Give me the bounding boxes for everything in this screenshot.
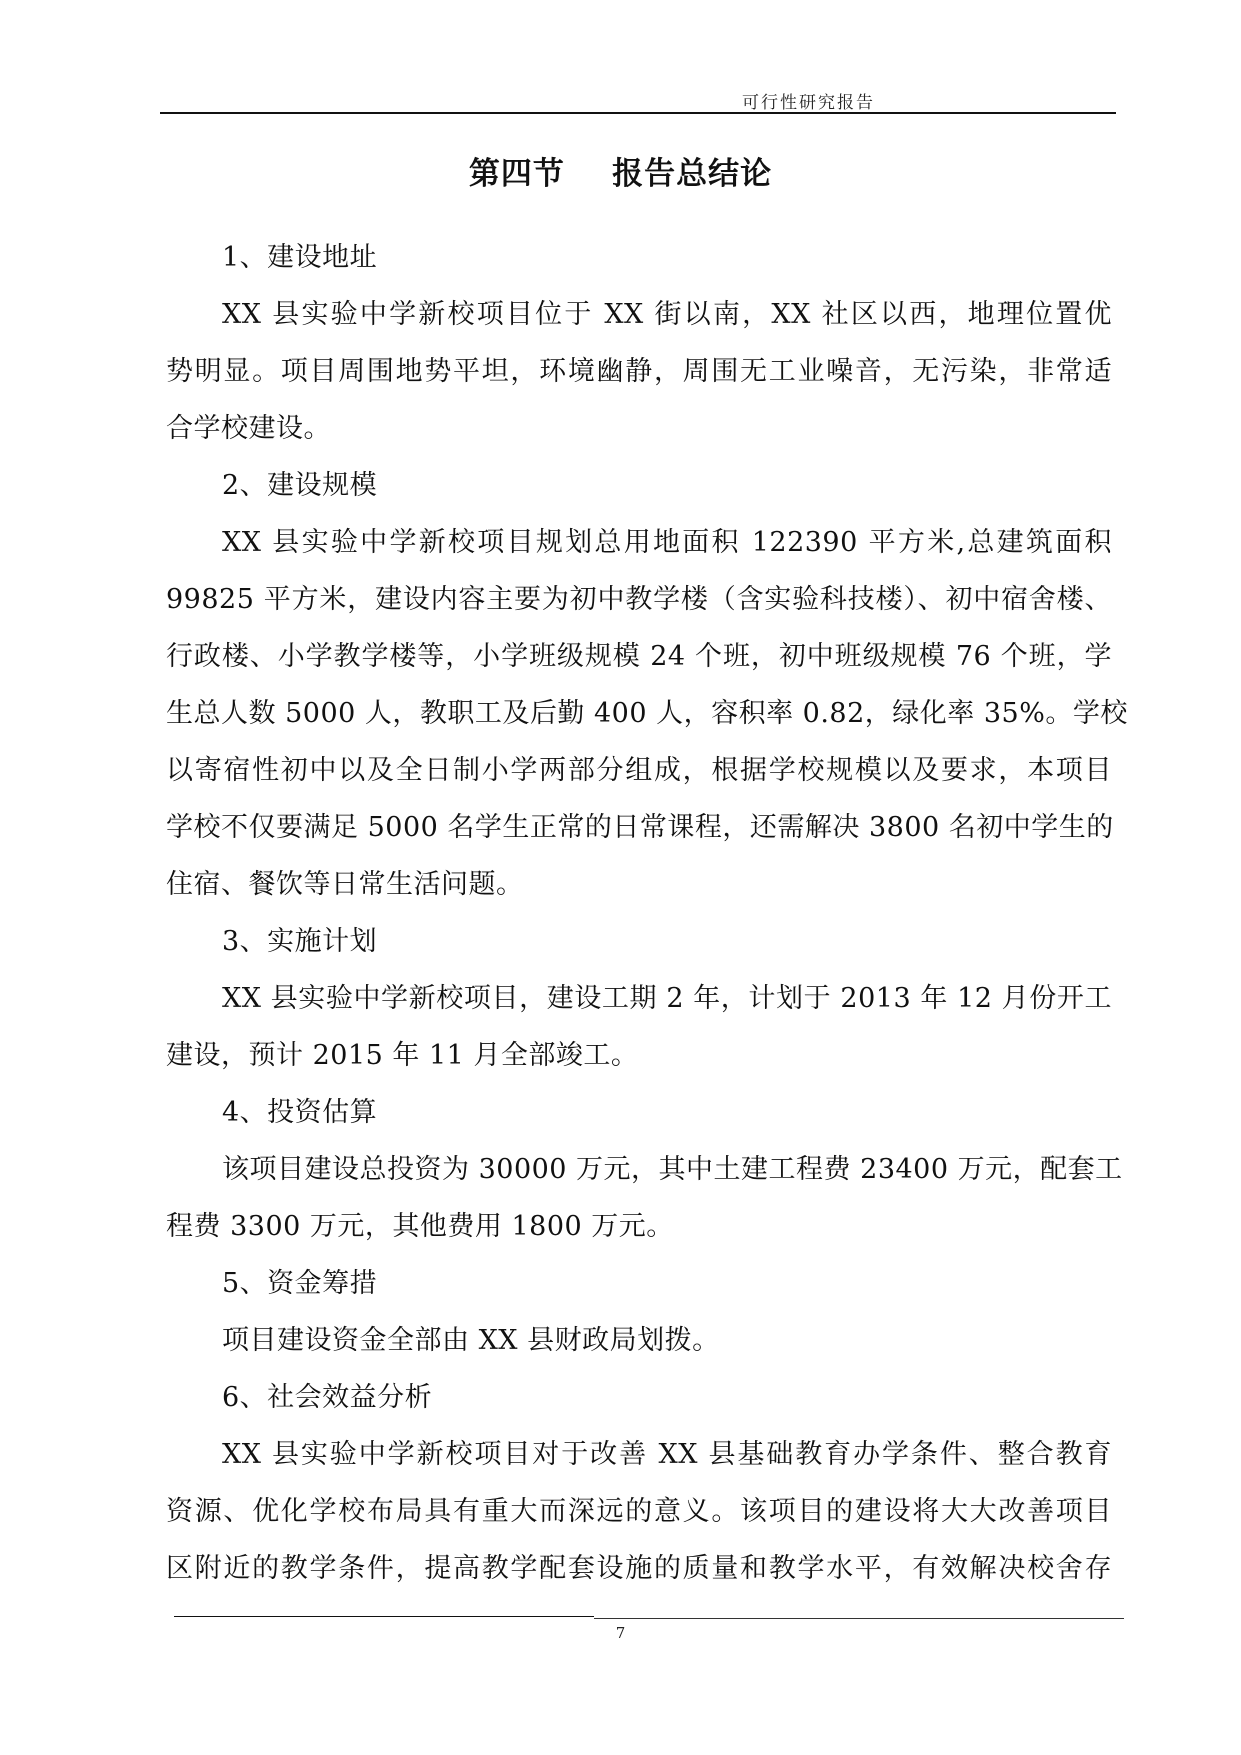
- document-body: [166, 229, 1128, 1597]
- section-heading: 4、投资估算: [222, 1097, 378, 1128]
- paragraph-line: 99825 平方米，建设内容主要为初中教学楼（含实验科技楼）、初中宿舍楼、: [166, 584, 1112, 615]
- section-heading: 3、实施计划: [222, 926, 378, 957]
- running-header: 可行性研究报告: [742, 93, 875, 113]
- paragraph-line: 区附近的教学条件，提高教学配套设施的质量和教学水平，有效解决校舍存: [166, 1553, 1112, 1584]
- section-heading: 2、建设规模: [222, 470, 378, 501]
- paragraph-line: 建设，预计 2015 年 11 月全部竣工。: [166, 1040, 639, 1071]
- paragraph-line: 合学校建设。: [166, 413, 331, 444]
- paragraph-line: 以寄宿性初中以及全日制小学两部分组成，根据学校规模以及要求，本项目: [166, 755, 1112, 786]
- paragraph-line: 住宿、餐饮等日常生活问题。: [166, 869, 524, 900]
- section-heading: 1、建设地址: [222, 242, 378, 273]
- section-heading: 5、资金筹措: [222, 1268, 378, 1299]
- paragraph-line: 势明显。项目周围地势平坦，环境幽静，周围无工业噪音，无污染，非常适: [166, 356, 1112, 387]
- paragraph-line: 项目建设资金全部由 XX 县财政局划拨。: [222, 1325, 720, 1356]
- paragraph-line: 生总人数 5000 人，教职工及后勤 400 人，容积率 0.82，绿化率 35%。学校: [166, 698, 1128, 729]
- paragraph-line: 程费 3300 万元，其他费用 1800 万元。: [166, 1211, 674, 1242]
- section-heading: 6、社会效益分析: [222, 1382, 433, 1413]
- paragraph-line: XX 县实验中学新校项目规划总用地面积 122390 平方米,总建筑面积: [222, 527, 1112, 558]
- paragraph-line: 资源、优化学校布局具有重大而深远的意义。该项目的建设将大大改善项目: [166, 1496, 1112, 1527]
- paragraph-line: XX 县实验中学新校项目位于 XX 街以南，XX 社区以西，地理位置优: [222, 299, 1112, 330]
- paragraph-line: 行政楼、小学教学楼等，小学班级规模 24 个班，初中班级规模 76 个班，学: [166, 641, 1112, 672]
- page-title: 第四节 报告总结论: [468, 156, 773, 192]
- paragraph-line: 该项目建设总投资为 30000 万元，其中土建工程费 23400 万元，配套工: [222, 1154, 1123, 1185]
- paragraph-line: XX 县实验中学新校项目，建设工期 2 年，计划于 2013 年 12 月份开工: [222, 983, 1112, 1014]
- footer-rule: [174, 1616, 594, 1617]
- page-number: 7: [615, 1624, 626, 1642]
- paragraph-line: XX 县实验中学新校项目对于改善 XX 县基础教育办学条件、整合教育: [222, 1439, 1112, 1470]
- header-rule: [160, 112, 1116, 114]
- paragraph-line: 学校不仅要满足 5000 名学生正常的日常课程，还需解决 3800 名初中学生的: [166, 812, 1114, 843]
- footer-rule: [594, 1618, 1124, 1619]
